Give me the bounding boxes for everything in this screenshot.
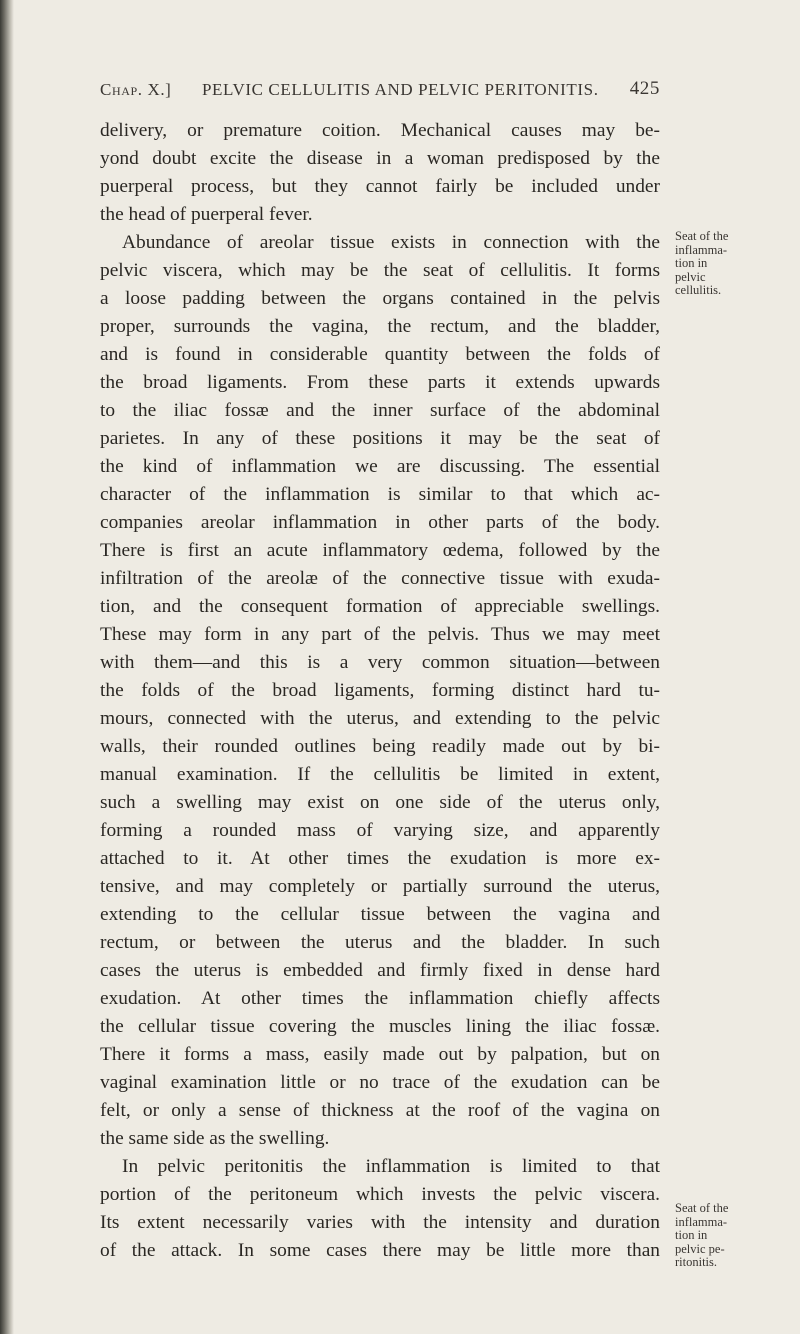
- text-line: There it forms a mass, easily made out by palpation, but on: [100, 1044, 660, 1065]
- text-line: the head of puerperal fever.: [100, 204, 313, 225]
- sidenote-pelvic-peritonitis: [675, 1202, 800, 1270]
- body-text: [100, 117, 660, 1265]
- page-number: 425: [629, 78, 660, 99]
- text-line: infiltration of the areolæ of the connective tissue with exuda-: [100, 568, 660, 589]
- text-line: forming a rounded mass of varying size, and apparently: [100, 820, 660, 841]
- sidenote-line: ritonitis.: [675, 1255, 718, 1269]
- text-line: such a swelling may exist on one side of the uterus only,: [100, 792, 660, 813]
- text-line: pelvic viscera, which may be the seat of cellulitis. It forms: [100, 260, 660, 281]
- text-line: parietes. In any of these positions it may be the seat of: [100, 428, 660, 449]
- sidenote-line: tion in: [675, 256, 708, 270]
- sidenote-line: pelvic pe-: [675, 1241, 725, 1256]
- sidenote-line: Seat of the: [675, 229, 729, 243]
- text-line: Its extent necessarily varies with the intensity and duration: [100, 1212, 660, 1233]
- text-line: with them—and this is a very common situation—between: [100, 652, 660, 673]
- text-line: the broad ligaments. From these parts it extends upwards: [100, 372, 660, 393]
- sidenote-line: cellulitis.: [675, 283, 722, 297]
- sidenote-line: pelvic: [675, 269, 706, 284]
- text-line: vaginal examination little or no trace of the exudation can be: [100, 1072, 660, 1093]
- text-line: tensive, and may completely or partially surround the uterus,: [100, 876, 660, 897]
- running-head: [100, 80, 660, 104]
- text-line: character of the inflammation is similar to that which ac-: [100, 484, 660, 505]
- text-line: exudation. At other times the inflammation chiefly affects: [100, 988, 660, 1009]
- text-line: a loose padding between the organs contained in the pelvis: [100, 288, 660, 309]
- text-line: These may form in any part of the pelvis. Thus we may meet: [100, 624, 660, 645]
- running-title: PELVIC CELLULITIS AND PELVIC PERITONITIS.: [202, 80, 599, 99]
- sidenote-pelvic-cellulitis: [675, 230, 800, 298]
- text-line: the kind of inflammation we are discussing. The essential: [100, 456, 660, 477]
- text-line: puerperal process, but they cannot fairly be included under: [100, 176, 660, 197]
- sidenote-line: inflamma-: [675, 1214, 728, 1229]
- text-line: attached to it. At other times the exudation is more ex-: [100, 848, 660, 869]
- text-line: There is first an acute inflammatory œdema, followed by the: [100, 540, 660, 561]
- text-line: tion, and the consequent formation of appreciable swellings.: [100, 596, 660, 617]
- text-line: of the attack. In some cases there may be little more than: [100, 1240, 660, 1261]
- text-line: companies areolar inflammation in other parts of the body.: [100, 512, 660, 533]
- text-line: mours, connected with the uterus, and extending to the pelvic: [100, 708, 660, 729]
- text-line: portion of the peritoneum which invests the pelvic viscera.: [100, 1184, 660, 1205]
- text-line: the same side as the swelling.: [100, 1128, 330, 1149]
- text-line: delivery, or premature coition. Mechanical causes may be-: [100, 120, 660, 141]
- text-line: In pelvic peritonitis the inflammation is limited to that: [122, 1156, 660, 1177]
- text-line: walls, their rounded outlines being readily made out by bi-: [100, 736, 660, 757]
- sidenote-line: tion in: [675, 1228, 708, 1242]
- chapter-label: Chap. X.]: [100, 80, 172, 99]
- text-line: manual examination. If the cellulitis be limited in extent,: [100, 764, 660, 785]
- text-line: to the iliac fossæ and the inner surface of the abdominal: [100, 400, 660, 421]
- text-line: and is found in considerable quantity between the folds of: [100, 344, 660, 365]
- sidenote-line: Seat of the: [675, 1201, 729, 1215]
- text-line: proper, surrounds the vagina, the rectum, and the bladder,: [100, 316, 660, 337]
- text-line: rectum, or between the uterus and the bladder. In such: [100, 932, 660, 953]
- text-line: the cellular tissue covering the muscles lining the iliac fossæ.: [100, 1016, 660, 1037]
- text-line: yond doubt excite the disease in a woman predisposed by the: [100, 148, 660, 169]
- text-line: felt, or only a sense of thickness at the roof of the vagina on: [100, 1100, 660, 1121]
- text-line: cases the uterus is embedded and firmly fixed in dense hard: [100, 960, 660, 981]
- text-line: extending to the cellular tissue between the vagina and: [100, 904, 660, 925]
- text-line: Abundance of areolar tissue exists in connection with the: [122, 232, 660, 253]
- sidenote-line: inflamma-: [675, 242, 728, 257]
- text-line: the folds of the broad ligaments, forming distinct hard tu-: [100, 680, 660, 701]
